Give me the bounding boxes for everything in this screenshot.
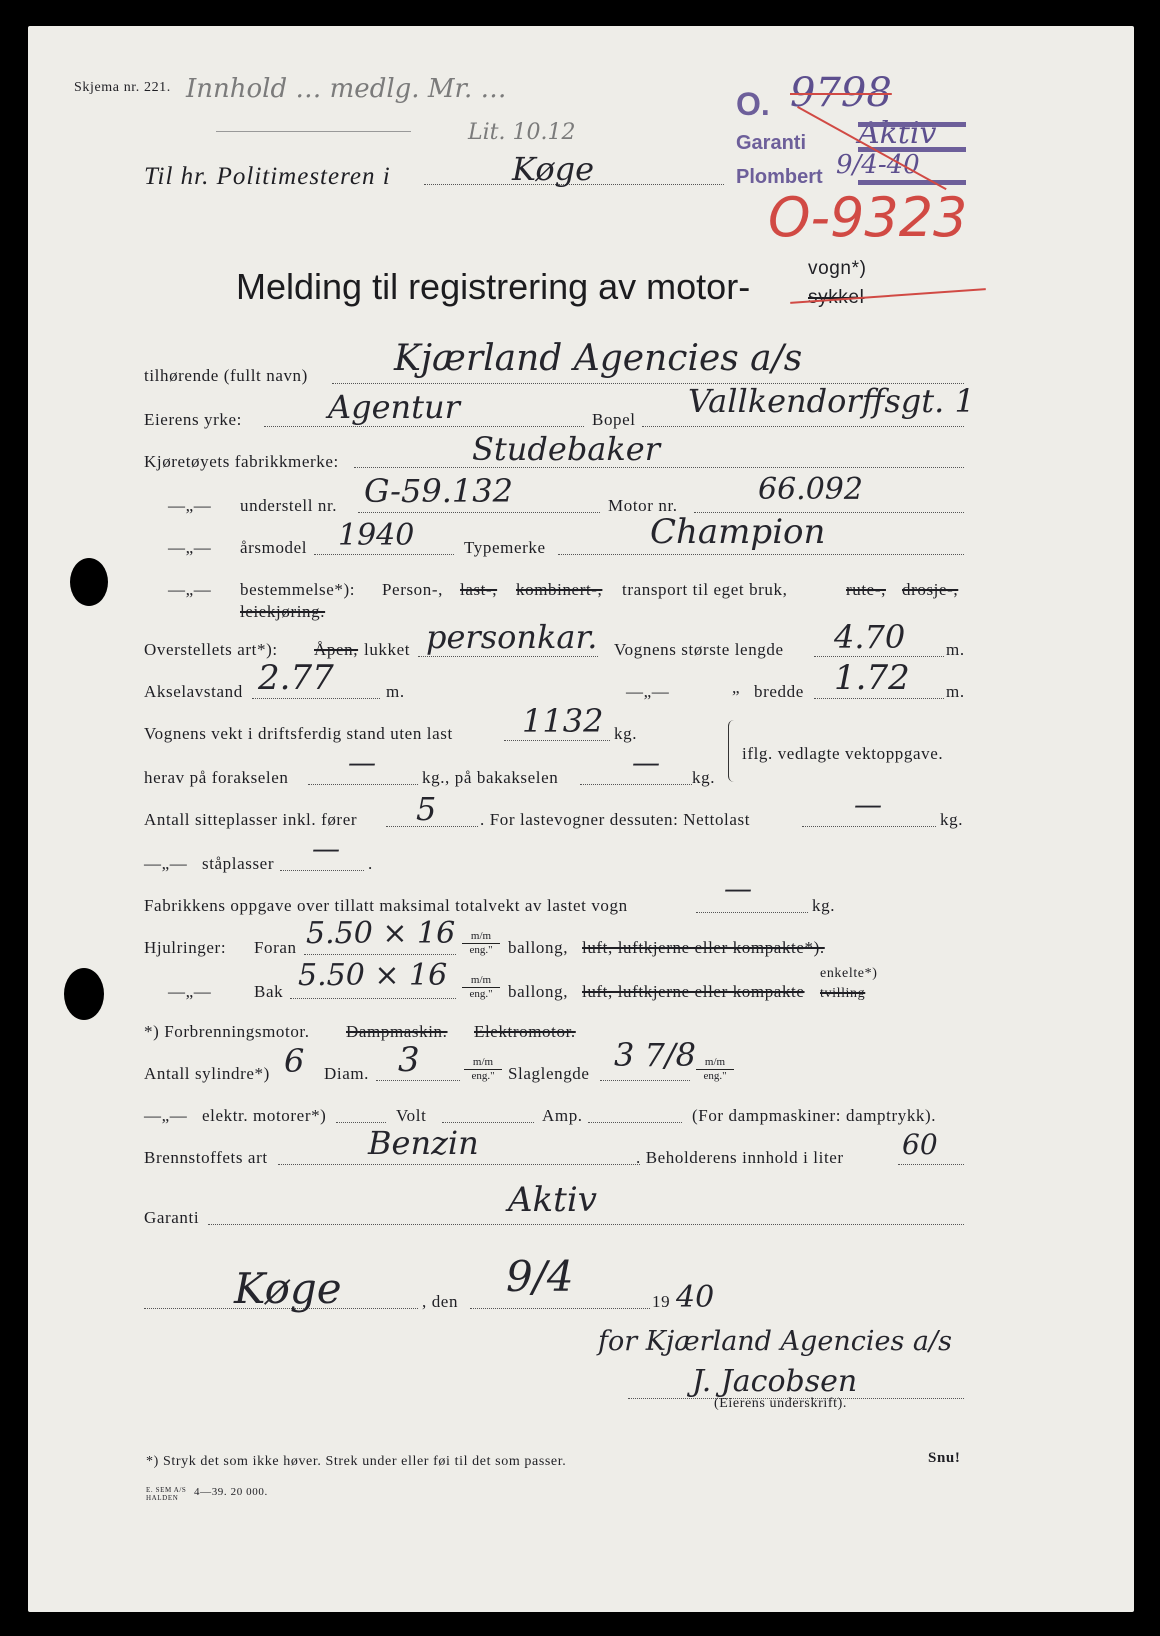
fuel-label: Brennstoffets art [144, 1148, 268, 1167]
printer-name: E. SEM A/S [146, 1486, 187, 1494]
diam-unit-mm: m/m [464, 1056, 502, 1070]
footer-note: *) Stryk det som ikke høver. Strek under eller føi til det som passer. [146, 1454, 567, 1469]
axle-value: 2.77 [258, 658, 334, 698]
fuel-value: Benzin [368, 1124, 479, 1162]
purpose-last: last-, [460, 580, 498, 599]
length-line [814, 656, 944, 657]
amp-line [588, 1122, 682, 1123]
width-unit: m. [946, 682, 965, 701]
length-unit: m. [946, 640, 965, 659]
sign-date-value: 9/4 [506, 1252, 574, 1301]
punch-hole-bottom [64, 968, 104, 1020]
length-label: Vognens største lengde [614, 640, 784, 659]
seats-label: Antall sitteplasser inkl. fører [144, 810, 358, 829]
red-registration-number: O-9323 [768, 186, 968, 249]
rear-label: Bak [254, 982, 284, 1001]
purpose-label: bestemmelse*): [240, 580, 356, 599]
width-ditto-1: —„— [626, 682, 670, 701]
residence-line [642, 426, 964, 427]
guarantee-label: Garanti [144, 1208, 200, 1227]
net-load-line [802, 826, 936, 827]
rear-axle-label: kg., på bakakselen [422, 768, 559, 787]
weight-brace [728, 720, 737, 782]
axle-unit: m. [386, 682, 405, 701]
printer-city: HALDEN [146, 1494, 179, 1502]
diam-unit-eng: eng." [471, 1070, 495, 1082]
owner-value: Kjærland Agencies a/s [394, 338, 803, 379]
front-axle-label: herav på forakselen [144, 768, 289, 787]
tank-line [898, 1164, 964, 1165]
rear-enkelte: enkelte*) [820, 966, 878, 981]
on-behalf: for Kjærland Agencies a/s [598, 1326, 952, 1357]
tank-value: 60 [902, 1128, 938, 1161]
purpose-person: Person-, [382, 580, 443, 599]
engine-steam: Dampmaskin. [346, 1022, 448, 1041]
sign-year-value: 40 [676, 1280, 715, 1315]
rear-tire-line [290, 998, 456, 999]
standing-ditto: —„— [144, 854, 188, 873]
diam-line [376, 1080, 460, 1081]
stamp-old-number: 9798 [790, 70, 892, 116]
diam-unit [464, 1056, 502, 1083]
pencil-rule [216, 131, 411, 132]
standing-end: . [368, 854, 373, 873]
punch-hole-top [70, 558, 108, 606]
guarantee-value: Aktiv [508, 1180, 597, 1220]
width-value: 1.72 [834, 658, 910, 698]
seats-value: 5 [416, 790, 437, 828]
weight-unit: kg. [614, 724, 638, 743]
stroke-unit-mm: m/m [696, 1056, 734, 1070]
make-value: Studebaker [472, 430, 660, 468]
chassis-value: G-59.132 [364, 472, 513, 510]
front-label: Foran [254, 938, 297, 957]
sign-date-line [470, 1308, 650, 1309]
body-apen: Åpen, [314, 640, 359, 659]
purpose-rute: rute-, [846, 580, 886, 599]
stroke-value: 3 7/8 [614, 1036, 697, 1074]
diam-value: 3 [398, 1040, 420, 1080]
guarantee-line [208, 1224, 964, 1225]
net-load-unit: kg. [940, 810, 964, 829]
rear-tire-unit [462, 974, 500, 1001]
body-value: personkar. [426, 618, 598, 656]
body-line [418, 656, 598, 657]
year-ditto: —„— [168, 538, 212, 557]
engine-combustion: *) Forbrenningsmotor. [144, 1022, 310, 1041]
front-axle-value: — [348, 746, 376, 779]
volt-label: Volt [396, 1106, 427, 1125]
year-value: 1940 [338, 518, 415, 553]
front-axle-line [308, 784, 418, 785]
purpose-leie: leiekjøring. [240, 602, 326, 621]
width-ditto-2: „ [732, 678, 741, 697]
to-police-label: Til hr. Politimesteren i [144, 163, 391, 190]
sign-den-label: , den [422, 1292, 459, 1311]
print-info: 4—39. 20 000. [194, 1486, 268, 1498]
body-lukket: lukket [364, 640, 411, 659]
to-police-place: Køge [512, 150, 595, 188]
pencil-note-1: Innhold … medlg. Mr. … [186, 74, 507, 104]
stamp-plombert-value: 9/4-40 [836, 150, 920, 180]
weight-line [504, 740, 610, 741]
title-option-vogn: vogn*) [808, 258, 867, 279]
volt-line [442, 1122, 534, 1123]
rear-tire-rest: luft, luftkjerne eller kompakte [582, 982, 805, 1001]
sign-year-prefix: 19 [652, 1292, 671, 1311]
purpose-ditto: —„— [168, 580, 212, 599]
rear-unit-eng: eng." [469, 988, 493, 1000]
purpose-kombinert: kombinert-, [516, 580, 603, 599]
owner-signature-label: (Eierens underskrift). [714, 1396, 847, 1411]
engine-electric: Elektromotor. [474, 1022, 576, 1041]
weight-label: Vognens vekt i driftsferdig stand uten last [144, 724, 453, 743]
front-unit-mm: m/m [462, 930, 500, 944]
form-title: Melding til registrering av motor- [236, 266, 751, 307]
weight-value: 1132 [522, 702, 604, 740]
sign-place-value: Køge [234, 1264, 342, 1313]
rear-axle-line [580, 784, 692, 785]
stamp-prefix: O. [736, 86, 770, 122]
turn-over: Snu! [928, 1450, 961, 1466]
owner-label: tilhørende (fullt navn) [144, 366, 308, 385]
form-page [28, 26, 1134, 1612]
axle-label: Akselavstand [144, 682, 243, 701]
front-tire-value: 5.50 × 16 [306, 916, 456, 951]
stroke-line [600, 1080, 690, 1081]
rear-ditto: —„— [168, 982, 212, 1001]
year-line [314, 554, 454, 555]
front-tire-line [304, 954, 456, 955]
standing-value: — [312, 832, 340, 865]
motor-value: 66.092 [758, 472, 863, 507]
type-value: Champion [650, 512, 826, 552]
motor-label: Motor nr. [608, 496, 678, 515]
make-label: Kjøretøyets fabrikkmerke: [144, 452, 339, 471]
diam-label: Diam. [324, 1064, 370, 1083]
chassis-line [358, 512, 600, 513]
type-line [558, 554, 964, 555]
weight-note: iflg. vedlagte vektoppgave. [742, 744, 944, 763]
chassis-label: understell nr. [240, 496, 338, 515]
stamp-cross-line-3 [858, 180, 966, 185]
rear-tvilling: tvilling [820, 986, 866, 1001]
amp-label: Amp. [542, 1106, 583, 1125]
stamp-cross-line-1 [858, 122, 966, 127]
occupation-value: Agentur [328, 388, 460, 426]
purpose-transport: transport til eget bruk, [622, 580, 788, 599]
front-tire-unit [462, 930, 500, 957]
type-label: Typemerke [464, 538, 546, 557]
residence-label: Bopel [592, 410, 636, 429]
standing-line [280, 870, 364, 871]
cylinders-value: 6 [284, 1042, 305, 1080]
fuel-line [278, 1164, 640, 1165]
max-weight-label: Fabrikkens oppgave over tillatt maksimal totalvekt av lastet vogn [144, 896, 628, 915]
pencil-note-2: Lit. 10.12 [468, 120, 576, 145]
standing-label: ståplasser [202, 854, 275, 873]
rear-tire-ballong: ballong, [508, 982, 569, 1001]
width-line [814, 698, 944, 699]
rear-tire-value: 5.50 × 16 [298, 958, 448, 993]
stamp-garanti-value: Aktiv [858, 116, 937, 151]
width-label: bredde [754, 682, 804, 701]
occupation-label: Eierens yrke: [144, 410, 242, 429]
electric-line [336, 1122, 386, 1123]
wheels-label: Hjulringer: [144, 938, 227, 957]
max-weight-value: — [724, 872, 752, 905]
stroke-unit-eng: eng." [703, 1070, 727, 1082]
steam-pressure-label: (For dampmaskiner: damptrykk). [692, 1106, 937, 1125]
rear-unit-mm: m/m [462, 974, 500, 988]
electric-ditto: —„— [144, 1106, 188, 1125]
net-load-label: . For lastevogner dessuten: Nettolast [480, 810, 751, 829]
front-tire-rest: luft, luftkjerne eller kompakte*). [582, 938, 825, 957]
occupation-line [264, 426, 584, 427]
net-load-value: — [854, 788, 882, 821]
stamp-plombert-label: Plombert [736, 166, 823, 188]
purpose-drosje: drosje-, [902, 580, 959, 599]
rear-axle-value: — [632, 746, 660, 779]
chassis-ditto: —„— [168, 496, 212, 515]
stroke-unit [696, 1056, 734, 1083]
front-unit-eng: eng." [469, 944, 493, 956]
tank-label: . Beholderens innhold i liter [636, 1148, 844, 1167]
rear-axle-unit: kg. [692, 768, 716, 787]
max-weight-line [696, 912, 808, 913]
body-label: Overstellets art*): [144, 640, 278, 659]
cylinders-label: Antall sylindre*) [144, 1064, 270, 1083]
residence-value: Vallkendorffsgt. 1 [688, 382, 975, 420]
stamp-garanti-label: Garanti [736, 132, 807, 154]
stroke-label: Slaglengde [508, 1064, 590, 1083]
axle-line [252, 698, 380, 699]
owner-signature: J. Jacobsen [692, 1364, 858, 1399]
year-label: årsmodel [240, 538, 308, 557]
electric-label: elektr. motorer*) [202, 1106, 327, 1125]
length-value: 4.70 [834, 618, 906, 656]
form-number: Skjema nr. 221. [74, 80, 171, 95]
title-option-sykkel: sykkel [808, 287, 865, 308]
max-weight-unit: kg. [812, 896, 836, 915]
front-tire-ballong: ballong, [508, 938, 569, 957]
